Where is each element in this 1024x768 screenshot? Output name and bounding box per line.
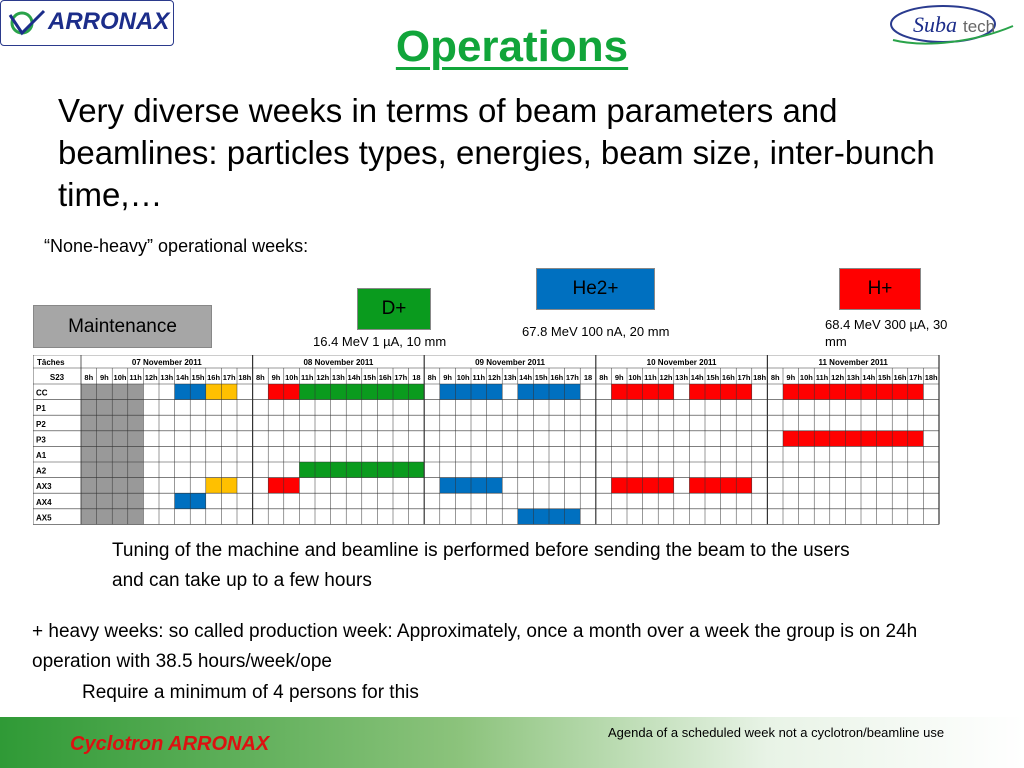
- row-label: AX4: [36, 497, 52, 507]
- row-label: AX5: [36, 513, 52, 523]
- hour-label: 13h: [846, 373, 860, 382]
- heavy-weeks-text: + heavy weeks: so called production week: Approximately, once a month over a week the group is on 24h operation with 38.5 hours/week/ope: [32, 621, 918, 672]
- schedule-block-h_plus: [783, 431, 923, 447]
- hour-label: 12h: [831, 373, 845, 382]
- hour-label: 13h: [675, 373, 689, 382]
- hour-label: 16h: [721, 373, 735, 382]
- hour-label: 14h: [862, 373, 876, 382]
- hour-label: 11h: [300, 373, 314, 382]
- hour-label: 8h: [599, 373, 608, 382]
- hour-label: 12h: [487, 373, 501, 382]
- hour-label: 15h: [877, 373, 891, 382]
- grid-corner-top: Tâches: [37, 358, 65, 367]
- hour-label: 11h: [644, 373, 657, 382]
- hour-label: 17h: [222, 373, 236, 382]
- day-header: 10 November 2011: [646, 358, 717, 367]
- hour-label: 8h: [427, 373, 437, 382]
- hour-label: 17h: [394, 373, 408, 382]
- hour-label: 8h: [770, 373, 780, 382]
- none-heavy-label: “None-heavy” operational weeks:: [44, 236, 309, 256]
- day-header: 07 November 2011: [131, 358, 202, 367]
- row-label: P2: [36, 419, 46, 429]
- footer-title: Cyclotron ARRONAX: [70, 733, 270, 755]
- hour-label: 15h: [191, 373, 205, 382]
- hour-label: 17h: [909, 373, 923, 382]
- h-plus-params-line2: mm: [825, 334, 847, 349]
- hour-label: 16h: [207, 373, 221, 382]
- footer-note: Agenda of a scheduled week not a cyclotron/beamline use: [608, 725, 945, 740]
- hour-label: 11h: [472, 373, 486, 382]
- hour-label: 8h: [256, 373, 265, 382]
- hour-label: 18: [583, 373, 593, 382]
- hour-label: 18h: [924, 373, 938, 382]
- intro-text: Very diverse weeks in terms of beam parameters and beamlines: particles types, energies, beam size, inter-bunch time,…: [58, 92, 935, 213]
- hour-label: 9h: [614, 373, 624, 382]
- hour-label: 10h: [456, 373, 470, 382]
- hour-label: 16h: [893, 373, 907, 382]
- hour-label: 9h: [443, 373, 452, 382]
- h-plus-params-line1: 68.4 MeV 300 µA, 30: [825, 317, 948, 332]
- hour-label: 18h: [238, 373, 252, 382]
- hour-label: 9h: [786, 373, 796, 382]
- hour-label: 15h: [706, 373, 720, 382]
- hour-label: 16h: [550, 373, 564, 382]
- arronax-logo-text: ARRONAX: [48, 8, 170, 35]
- hour-label: 12h: [316, 373, 330, 382]
- he2-plus-params: 67.8 MeV 100 nA, 20 mm: [522, 324, 670, 339]
- hour-label: 14h: [175, 373, 189, 382]
- row-label: P1: [36, 404, 46, 414]
- hour-label: 15h: [363, 373, 377, 382]
- page-title: Operations: [395, 22, 629, 71]
- tuning-note: Tuning of the machine and beamline is performed before sending the beam to the users and can take up to a few hours: [112, 540, 850, 591]
- hour-label: 10h: [799, 373, 813, 382]
- hour-label: 10h: [113, 373, 127, 382]
- hour-label: 14h: [690, 373, 704, 382]
- hour-label: 10h: [285, 373, 299, 382]
- row-label: P3: [36, 435, 46, 445]
- hour-label: 9h: [100, 373, 109, 382]
- schedule-grid: [33, 355, 941, 527]
- maintenance-tag: Maintenance: [33, 305, 212, 348]
- hour-label: 13h: [503, 373, 517, 382]
- day-header: 11 November 2011: [818, 358, 888, 367]
- hour-label: 12h: [659, 373, 673, 382]
- hour-label: 12h: [144, 373, 158, 382]
- hour-label: 13h: [160, 373, 174, 382]
- d-plus-tag: D+: [357, 288, 431, 330]
- requirement-text: Require a minimum of 4 persons for this: [82, 682, 419, 703]
- hour-label: 14h: [519, 373, 533, 382]
- subatech-logo-main: Suba: [913, 12, 957, 37]
- hour-label: 17h: [565, 373, 579, 382]
- he2-plus-tag: He2+: [536, 268, 655, 310]
- row-label: AX3: [36, 482, 52, 492]
- row-label: CC: [36, 388, 48, 398]
- hour-label: 16h: [378, 373, 392, 382]
- hour-label: 18h: [753, 373, 767, 382]
- hour-label: 14h: [347, 373, 361, 382]
- d-plus-params: 16.4 MeV 1 µA, 10 mm: [313, 334, 447, 349]
- hour-label: 10h: [628, 373, 642, 382]
- grid-corner-bottom: S23: [49, 373, 65, 382]
- subatech-logo-tail: tech: [963, 17, 996, 36]
- hour-label: 9h: [271, 373, 281, 382]
- hour-label: 17h: [737, 373, 751, 382]
- hour-label: 11h: [815, 373, 829, 382]
- h-plus-tag: H+: [839, 268, 921, 310]
- hour-label: 8h: [84, 373, 94, 382]
- schedule-block-h_plus: [783, 384, 923, 400]
- row-label: A2: [36, 466, 47, 476]
- day-header: 09 November 2011: [475, 358, 545, 367]
- hour-label: 18: [412, 373, 421, 382]
- hour-label: 15h: [534, 373, 548, 382]
- row-label: A1: [36, 451, 47, 460]
- day-header: 08 November 2011: [303, 358, 374, 367]
- hour-label: 11h: [129, 373, 142, 382]
- hour-label: 13h: [331, 373, 345, 382]
